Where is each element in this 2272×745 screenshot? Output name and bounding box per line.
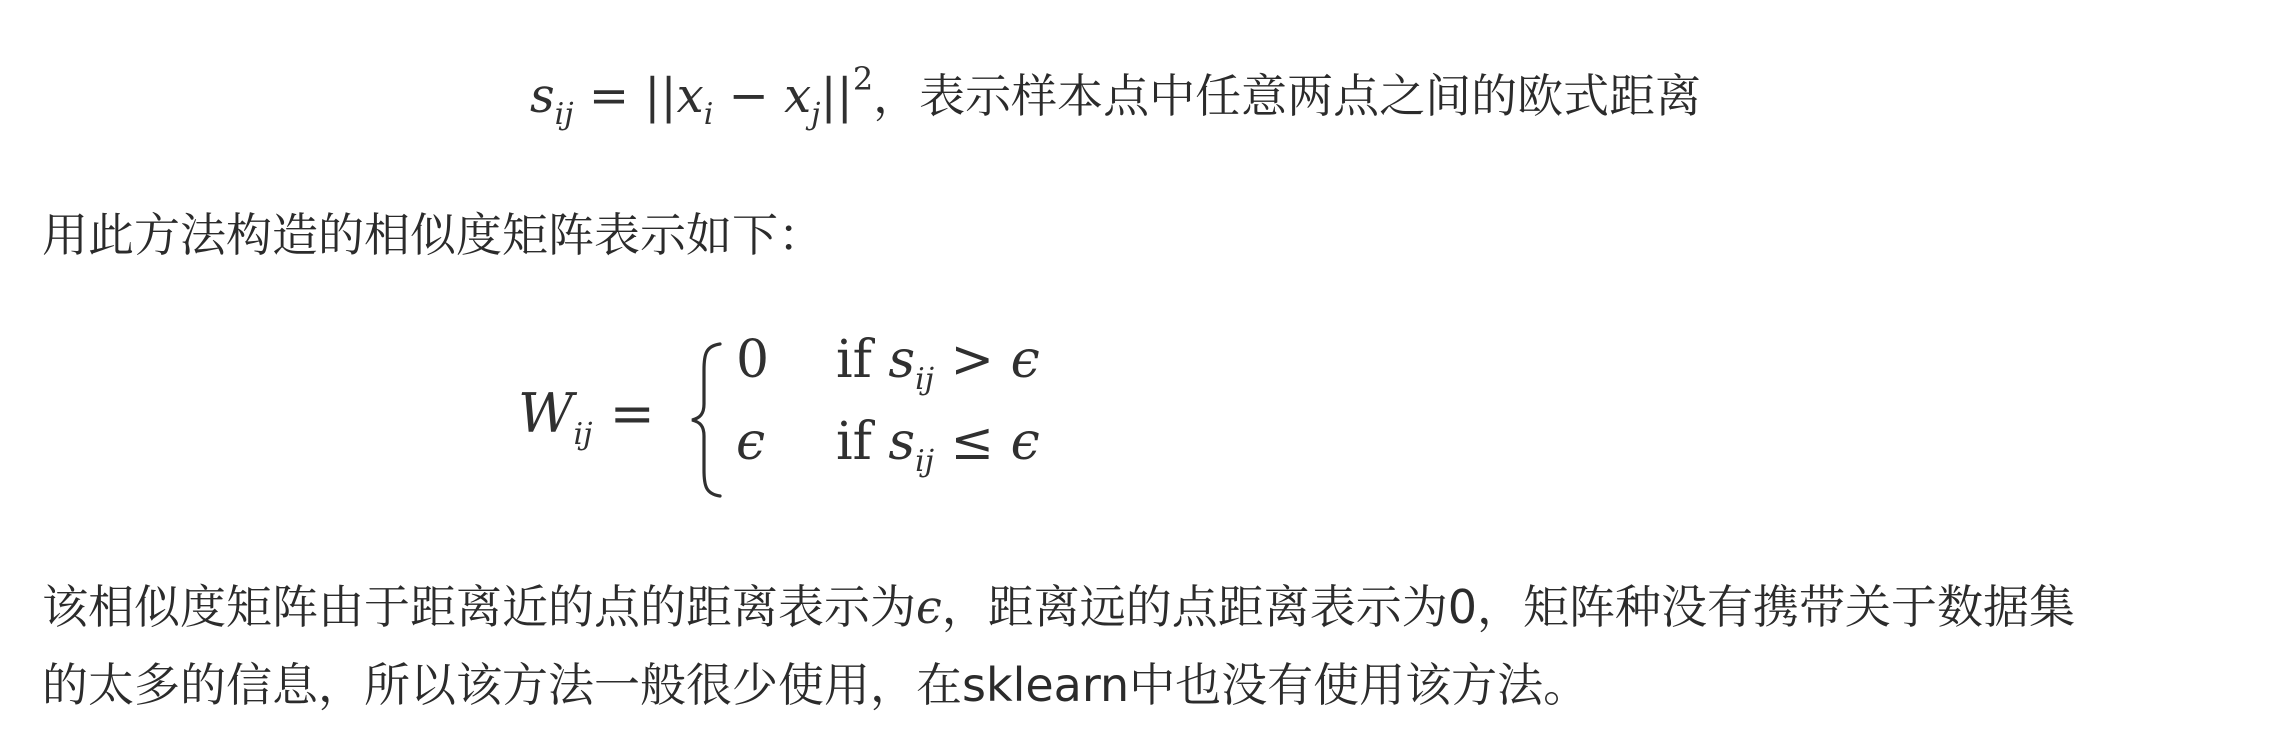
minus-sign: − (728, 68, 769, 124)
intro-paragraph: 用此方法构造的相似度矩阵表示如下： (42, 208, 824, 262)
case-2-value: ϵ (736, 412, 766, 472)
x-i-subscript: i (703, 97, 714, 132)
case-2-condition (836, 412, 1040, 479)
s-subscript: ij (554, 97, 574, 132)
case-1-s: s (888, 330, 916, 390)
case-2-if: if (836, 412, 872, 472)
x-i-variable: x (676, 68, 704, 124)
explanation-line-2: 的太多的信息，所以该方法一般很少使用，在sklearn中也没有使用该方法。 (42, 658, 1590, 712)
formula-lhs (518, 382, 655, 452)
case-row-2 (736, 412, 1040, 479)
case-2-s-sub: ij (915, 444, 935, 479)
similarity-matrix-formula (518, 330, 1078, 510)
left-brace-icon (688, 340, 728, 500)
s-variable: s (530, 68, 555, 124)
explanation-line-1-start: 该相似度矩阵由于距离近的点的距离表示为 (42, 580, 916, 634)
inline-epsilon: ϵ (916, 580, 942, 634)
distance-formula-line (530, 60, 1701, 140)
case-1-threshold: ϵ (1010, 330, 1040, 390)
explanation-line-1 (42, 568, 2075, 646)
norm-close: || (820, 68, 853, 124)
equals-sign: = (588, 68, 630, 124)
distance-formula (530, 60, 874, 132)
x-j-variable: x (784, 68, 812, 124)
case-1-if: if (836, 330, 872, 390)
case-2-threshold: ϵ (1010, 412, 1040, 472)
case-2-s: s (888, 412, 916, 472)
case-1-relation: > (950, 330, 995, 390)
case-2-relation: ≤ (950, 412, 995, 472)
matrix-equals-sign: = (609, 382, 655, 445)
case-1-s-sub: ij (915, 362, 935, 397)
norm-open: || (644, 68, 677, 124)
distance-description: ，表示样本点中任意两点之间的欧式距离 (873, 69, 1702, 123)
w-variable: W (518, 382, 574, 445)
explanation-paragraph (42, 568, 2075, 724)
explanation-line-1-end: ，距离远的点距离表示为0，矩阵种没有携带关于数据集 (941, 580, 2076, 634)
case-1-value: 0 (736, 330, 770, 390)
x-j-subscript: j (811, 97, 821, 132)
case-1-condition (836, 330, 1040, 397)
w-subscript: ij (573, 417, 593, 452)
case-row-1 (736, 330, 1040, 397)
power-exponent: 2 (852, 60, 874, 98)
